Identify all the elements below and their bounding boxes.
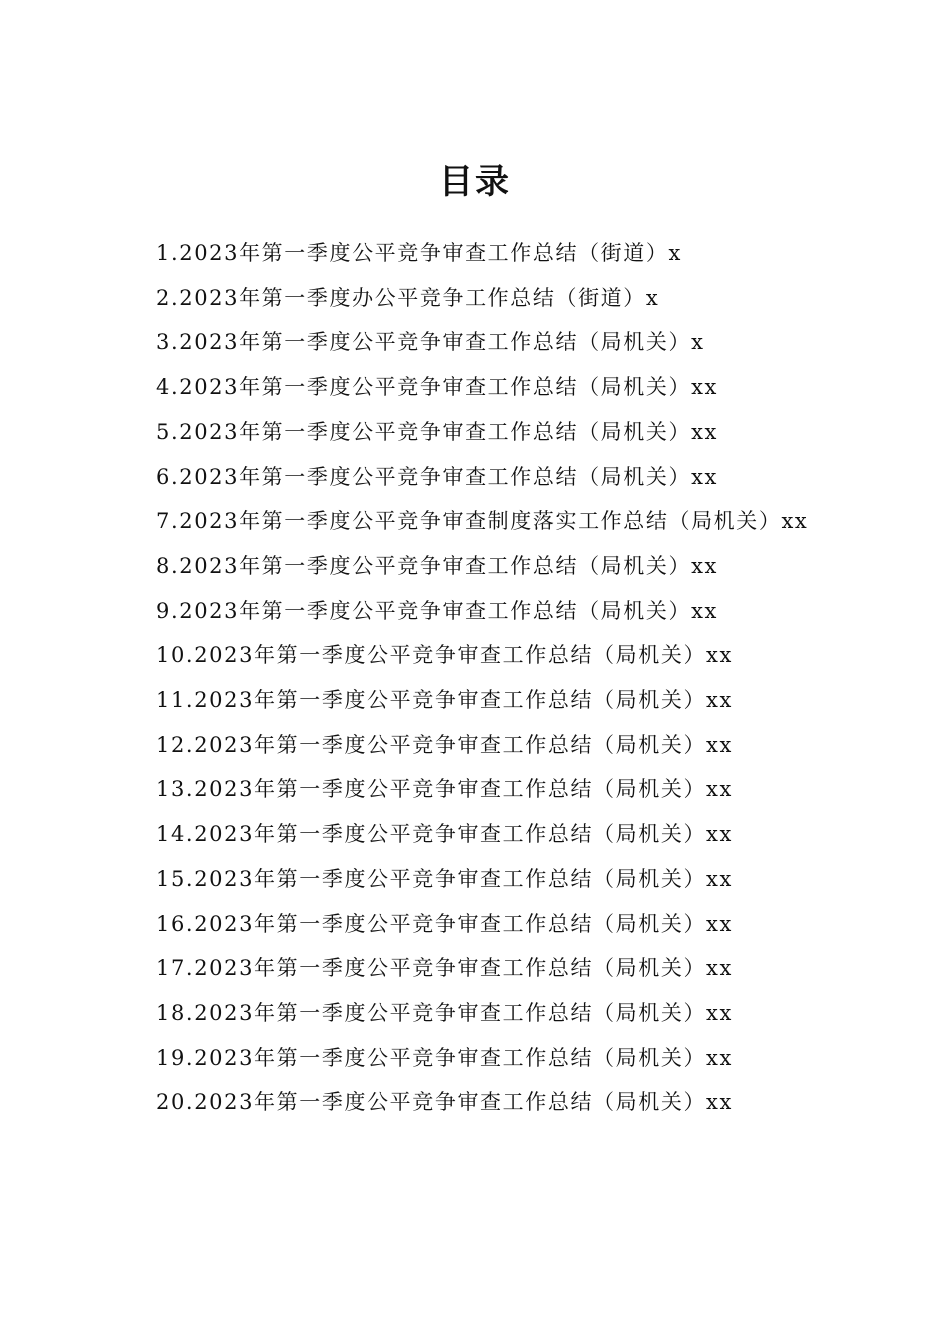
- toc-item: 1.2023年第一季度公平竞争审查工作总结（街道）x: [156, 241, 682, 265]
- toc-item: 20.2023年第一季度公平竞争审查工作总结（局机关）xx: [156, 1090, 733, 1115]
- toc-item: 9.2023年第一季度公平竞争审查工作总结（局机关）xx: [156, 598, 718, 623]
- toc-item: 12.2023年第一季度公平竞争审查工作总结（局机关）xx: [156, 732, 733, 757]
- toc-item: 2.2023年第一季度办公平竞争工作总结（街道）x: [156, 285, 660, 310]
- page-title: 目录: [439, 161, 511, 202]
- toc-item: 4.2023年第一季度公平竞争审查工作总结（局机关）xx: [156, 375, 718, 400]
- toc-item: 7.2023年第一季度公平竞争审查制度落实工作总结（局机关）xx: [156, 509, 809, 534]
- table-of-contents: [120, 231, 830, 1125]
- toc-item: 19.2023年第一季度公平竞争审查工作总结（局机关）xx: [156, 1045, 733, 1070]
- toc-item: 6.2023年第一季度公平竞争审查工作总结（局机关）xx: [156, 464, 718, 489]
- toc-item: 17.2023年第一季度公平竞争审查工作总结（局机关）xx: [156, 956, 733, 981]
- toc-item: 3.2023年第一季度公平竞争审查工作总结（局机关）x: [156, 330, 705, 355]
- toc-item: 16.2023年第一季度公平竞争审查工作总结（局机关）xx: [156, 911, 733, 936]
- toc-item: 15.2023年第一季度公平竞争审查工作总结（局机关）xx: [156, 866, 733, 891]
- toc-item: 11.2023年第一季度公平竞争审查工作总结（局机关）xx: [156, 688, 733, 713]
- toc-item: 14.2023年第一季度公平竞争审查工作总结（局机关）xx: [156, 822, 733, 847]
- toc-item: 5.2023年第一季度公平竞争审查工作总结（局机关）xx: [156, 419, 718, 444]
- toc-item: 13.2023年第一季度公平竞争审查工作总结（局机关）xx: [156, 777, 733, 802]
- toc-item: 10.2023年第一季度公平竞争审查工作总结（局机关）xx: [156, 643, 733, 668]
- toc-item: 18.2023年第一季度公平竞争审查工作总结（局机关）xx: [156, 1000, 733, 1025]
- toc-item: 8.2023年第一季度公平竞争审查工作总结（局机关）xx: [156, 553, 718, 578]
